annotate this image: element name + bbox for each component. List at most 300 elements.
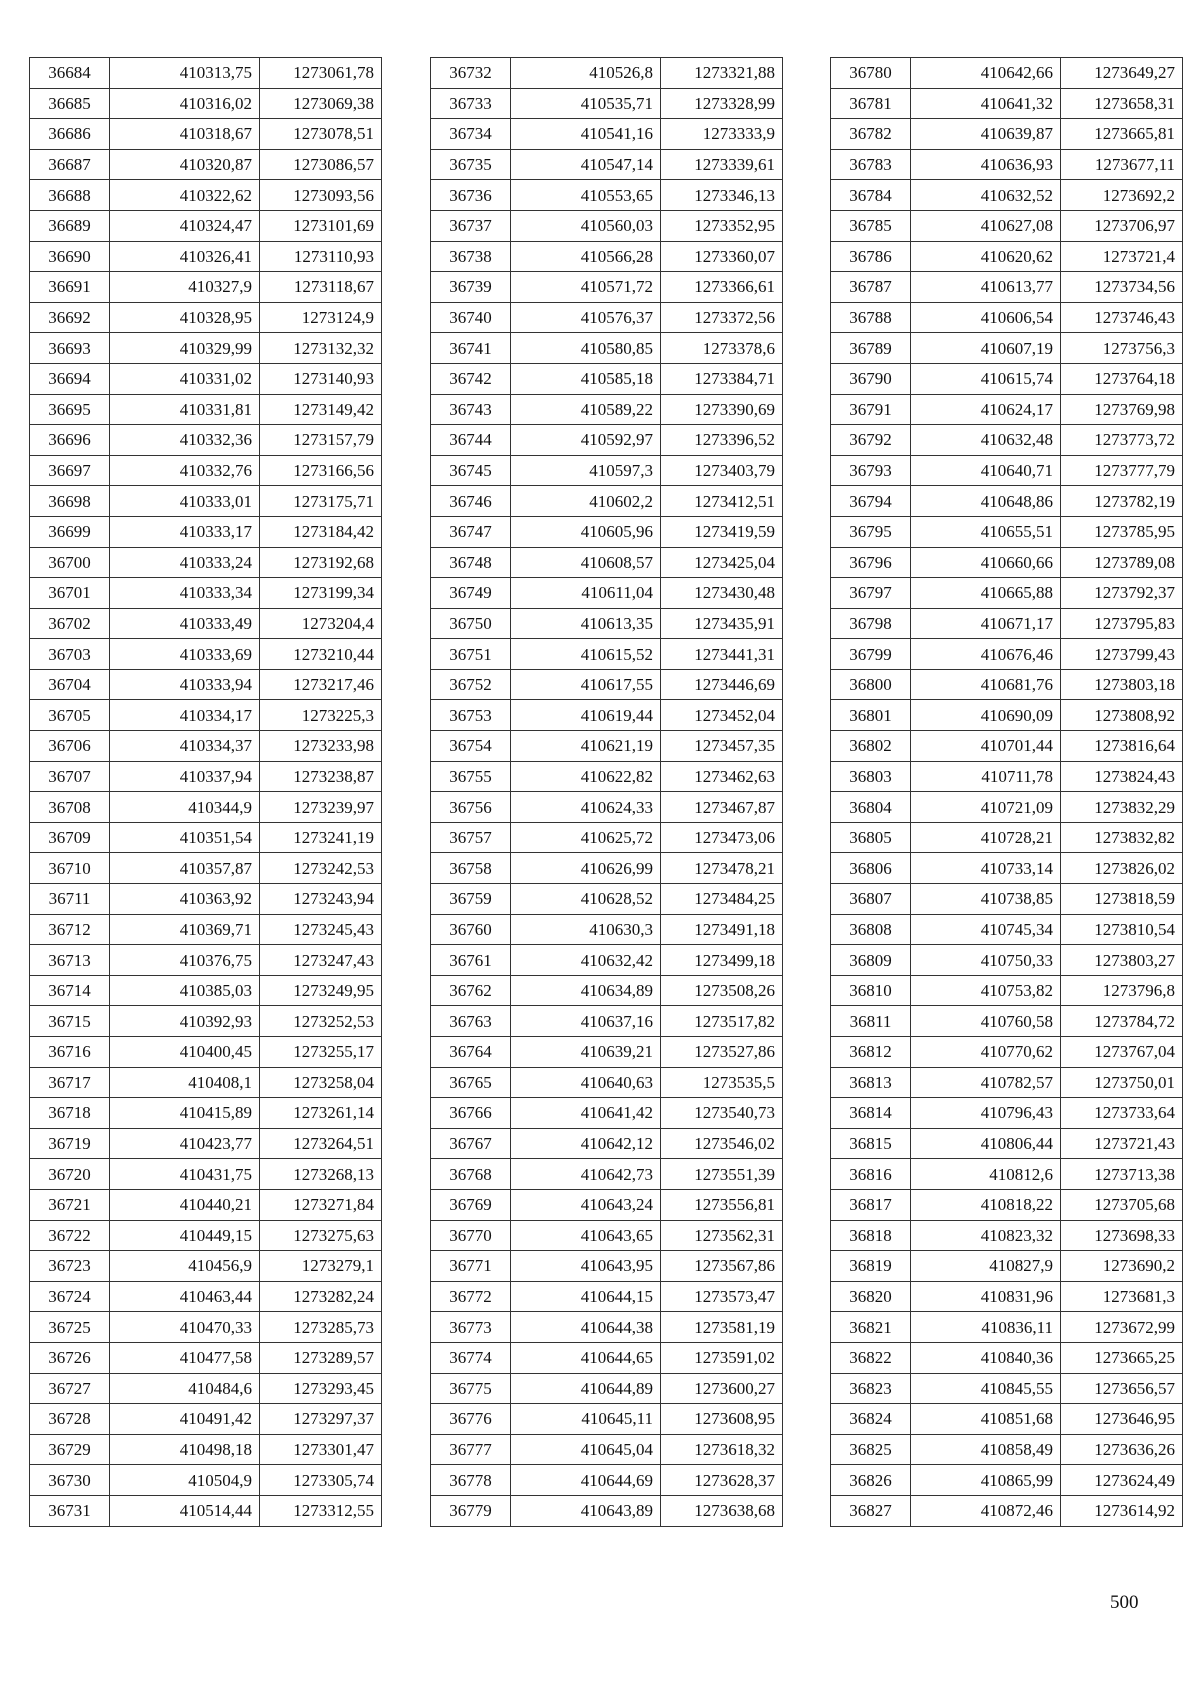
x-coordinate-cell: 410328,95 — [110, 302, 260, 333]
y-coordinate-cell: 1273734,56 — [1061, 272, 1183, 303]
point-number-cell: 36768 — [431, 1159, 511, 1190]
y-coordinate-cell: 1273275,63 — [260, 1220, 382, 1251]
point-number-cell: 36767 — [431, 1128, 511, 1159]
point-number-cell: 36748 — [431, 547, 511, 578]
y-coordinate-cell: 1273478,21 — [661, 853, 783, 884]
y-coordinate-cell: 1273777,79 — [1061, 455, 1183, 486]
point-number-cell: 36701 — [30, 578, 110, 609]
y-coordinate-cell: 1273118,67 — [260, 272, 382, 303]
y-coordinate-cell: 1273698,33 — [1061, 1220, 1183, 1251]
x-coordinate-cell: 410643,24 — [511, 1189, 661, 1220]
table-row — [831, 1037, 1183, 1068]
x-coordinate-cell: 410351,54 — [110, 822, 260, 853]
y-coordinate-cell: 1273733,64 — [1061, 1098, 1183, 1129]
point-number-cell: 36769 — [431, 1189, 511, 1220]
table-row — [831, 1373, 1183, 1404]
x-coordinate-cell: 410333,17 — [110, 516, 260, 547]
y-coordinate-cell: 1273767,04 — [1061, 1037, 1183, 1068]
point-number-cell: 36741 — [431, 333, 511, 364]
table-row — [431, 731, 783, 762]
y-coordinate-cell: 1273656,57 — [1061, 1373, 1183, 1404]
y-coordinate-cell: 1273636,26 — [1061, 1434, 1183, 1465]
point-number-cell: 36793 — [831, 455, 911, 486]
x-coordinate-cell: 410760,58 — [911, 1006, 1061, 1037]
x-coordinate-cell: 410728,21 — [911, 822, 1061, 853]
y-coordinate-cell: 1273441,31 — [661, 639, 783, 670]
point-number-cell: 36686 — [30, 119, 110, 150]
point-number-cell: 36762 — [431, 975, 511, 1006]
y-coordinate-cell: 1273243,94 — [260, 884, 382, 915]
table-row — [831, 792, 1183, 823]
table-row — [431, 945, 783, 976]
x-coordinate-cell: 410320,87 — [110, 149, 260, 180]
x-coordinate-cell: 410644,38 — [511, 1312, 661, 1343]
point-number-cell: 36761 — [431, 945, 511, 976]
table-row — [431, 853, 783, 884]
x-coordinate-cell: 410636,93 — [911, 149, 1061, 180]
x-coordinate-cell: 410639,87 — [911, 119, 1061, 150]
y-coordinate-cell: 1273339,61 — [661, 149, 783, 180]
table-row — [30, 363, 382, 394]
point-number-cell: 36728 — [30, 1404, 110, 1435]
table-row — [431, 210, 783, 241]
x-coordinate-cell: 410337,94 — [110, 761, 260, 792]
point-number-cell: 36795 — [831, 516, 911, 547]
point-number-cell: 36737 — [431, 210, 511, 241]
point-number-cell: 36744 — [431, 425, 511, 456]
x-coordinate-cell: 410665,88 — [911, 578, 1061, 609]
point-number-cell: 36687 — [30, 149, 110, 180]
x-coordinate-cell: 410721,09 — [911, 792, 1061, 823]
y-coordinate-cell: 1273796,8 — [1061, 975, 1183, 1006]
y-coordinate-cell: 1273527,86 — [661, 1037, 783, 1068]
x-coordinate-cell: 410576,37 — [511, 302, 661, 333]
table-row — [831, 1404, 1183, 1435]
x-coordinate-cell: 410332,36 — [110, 425, 260, 456]
table-row — [831, 853, 1183, 884]
x-coordinate-cell: 410571,72 — [511, 272, 661, 303]
point-number-cell: 36773 — [431, 1312, 511, 1343]
point-number-cell: 36723 — [30, 1251, 110, 1282]
x-coordinate-cell: 410535,71 — [511, 88, 661, 119]
x-coordinate-cell: 410484,6 — [110, 1373, 260, 1404]
point-number-cell: 36774 — [431, 1342, 511, 1373]
x-coordinate-cell: 410605,96 — [511, 516, 661, 547]
y-coordinate-cell: 1273249,95 — [260, 975, 382, 1006]
table-row — [431, 914, 783, 945]
x-coordinate-cell: 410344,9 — [110, 792, 260, 823]
x-coordinate-cell: 410642,73 — [511, 1159, 661, 1190]
table-row — [30, 578, 382, 609]
y-coordinate-cell: 1273832,82 — [1061, 822, 1183, 853]
y-coordinate-cell: 1273591,02 — [661, 1342, 783, 1373]
table-row — [30, 1373, 382, 1404]
y-coordinate-cell: 1273425,04 — [661, 547, 783, 578]
table-row — [30, 241, 382, 272]
point-number-cell: 36693 — [30, 333, 110, 364]
y-coordinate-cell: 1273600,27 — [661, 1373, 783, 1404]
y-coordinate-cell: 1273508,26 — [661, 975, 783, 1006]
x-coordinate-cell: 410477,58 — [110, 1342, 260, 1373]
x-coordinate-cell: 410597,3 — [511, 455, 661, 486]
point-number-cell: 36809 — [831, 945, 911, 976]
x-coordinate-cell: 410400,45 — [110, 1037, 260, 1068]
table-row — [431, 486, 783, 517]
point-number-cell: 36751 — [431, 639, 511, 670]
x-coordinate-cell: 410431,75 — [110, 1159, 260, 1190]
table-row — [30, 1098, 382, 1129]
y-coordinate-cell: 1273282,24 — [260, 1281, 382, 1312]
y-coordinate-cell: 1273384,71 — [661, 363, 783, 394]
x-coordinate-cell: 410327,9 — [110, 272, 260, 303]
x-coordinate-cell: 410615,52 — [511, 639, 661, 670]
point-number-cell: 36796 — [831, 547, 911, 578]
point-number-cell: 36754 — [431, 731, 511, 762]
table-row — [431, 884, 783, 915]
y-coordinate-cell: 1273581,19 — [661, 1312, 783, 1343]
x-coordinate-cell: 410423,77 — [110, 1128, 260, 1159]
table-row — [831, 1098, 1183, 1129]
y-coordinate-cell: 1273204,4 — [260, 608, 382, 639]
table-row — [30, 1220, 382, 1251]
x-coordinate-cell: 410322,62 — [110, 180, 260, 211]
y-coordinate-cell: 1273646,95 — [1061, 1404, 1183, 1435]
x-coordinate-cell: 410334,17 — [110, 700, 260, 731]
x-coordinate-cell: 410606,54 — [911, 302, 1061, 333]
point-number-cell: 36805 — [831, 822, 911, 853]
y-coordinate-cell: 1273795,83 — [1061, 608, 1183, 639]
y-coordinate-cell: 1273792,37 — [1061, 578, 1183, 609]
x-coordinate-cell: 410621,19 — [511, 731, 661, 762]
y-coordinate-cell: 1273166,56 — [260, 455, 382, 486]
table-row — [831, 394, 1183, 425]
point-number-cell: 36735 — [431, 149, 511, 180]
point-number-cell: 36746 — [431, 486, 511, 517]
point-number-cell: 36785 — [831, 210, 911, 241]
point-number-cell: 36718 — [30, 1098, 110, 1129]
y-coordinate-cell: 1273803,27 — [1061, 945, 1183, 976]
table-row — [431, 1342, 783, 1373]
point-number-cell: 36738 — [431, 241, 511, 272]
table-row — [431, 1159, 783, 1190]
point-number-cell: 36729 — [30, 1434, 110, 1465]
table-row — [30, 914, 382, 945]
table-row — [30, 761, 382, 792]
y-coordinate-cell: 1273435,91 — [661, 608, 783, 639]
point-number-cell: 36712 — [30, 914, 110, 945]
x-coordinate-cell: 410639,21 — [511, 1037, 661, 1068]
table-row — [30, 119, 382, 150]
x-coordinate-cell: 410602,2 — [511, 486, 661, 517]
y-coordinate-cell: 1273175,71 — [260, 486, 382, 517]
table-row — [831, 516, 1183, 547]
x-coordinate-cell: 410613,35 — [511, 608, 661, 639]
coordinate-table-2 — [430, 57, 783, 1527]
y-coordinate-cell: 1273665,25 — [1061, 1342, 1183, 1373]
x-coordinate-cell: 410823,32 — [911, 1220, 1061, 1251]
x-coordinate-cell: 410641,32 — [911, 88, 1061, 119]
table-row — [831, 1189, 1183, 1220]
table-row — [431, 761, 783, 792]
x-coordinate-cell: 410331,02 — [110, 363, 260, 394]
y-coordinate-cell: 1273484,25 — [661, 884, 783, 915]
x-coordinate-cell: 410676,46 — [911, 639, 1061, 670]
y-coordinate-cell: 1273567,86 — [661, 1251, 783, 1282]
x-coordinate-cell: 410498,18 — [110, 1434, 260, 1465]
x-coordinate-cell: 410643,95 — [511, 1251, 661, 1282]
table-row — [831, 363, 1183, 394]
x-coordinate-cell: 410357,87 — [110, 853, 260, 884]
y-coordinate-cell: 1273624,49 — [1061, 1465, 1183, 1496]
table-row — [30, 1037, 382, 1068]
y-coordinate-cell: 1273297,37 — [260, 1404, 382, 1435]
point-number-cell: 36790 — [831, 363, 911, 394]
point-number-cell: 36819 — [831, 1251, 911, 1282]
x-coordinate-cell: 410611,04 — [511, 578, 661, 609]
table-row — [431, 975, 783, 1006]
y-coordinate-cell: 1273467,87 — [661, 792, 783, 823]
x-coordinate-cell: 410463,44 — [110, 1281, 260, 1312]
y-coordinate-cell: 1273638,68 — [661, 1495, 783, 1526]
y-coordinate-cell: 1273818,59 — [1061, 884, 1183, 915]
y-coordinate-cell: 1273649,27 — [1061, 58, 1183, 89]
x-coordinate-cell: 410627,08 — [911, 210, 1061, 241]
table-row — [30, 333, 382, 364]
point-number-cell: 36742 — [431, 363, 511, 394]
table-row — [30, 272, 382, 303]
point-number-cell: 36714 — [30, 975, 110, 1006]
y-coordinate-cell: 1273328,99 — [661, 88, 783, 119]
point-number-cell: 36747 — [431, 516, 511, 547]
table-row — [831, 884, 1183, 915]
x-coordinate-cell: 410872,46 — [911, 1495, 1061, 1526]
x-coordinate-cell: 410681,76 — [911, 669, 1061, 700]
table-row — [30, 1251, 382, 1282]
table-row — [30, 394, 382, 425]
y-coordinate-cell: 1273093,56 — [260, 180, 382, 211]
point-number-cell: 36806 — [831, 853, 911, 884]
point-number-cell: 36781 — [831, 88, 911, 119]
y-coordinate-cell: 1273352,95 — [661, 210, 783, 241]
table-row — [831, 1220, 1183, 1251]
point-number-cell: 36689 — [30, 210, 110, 241]
y-coordinate-cell: 1273535,5 — [661, 1067, 783, 1098]
y-coordinate-cell: 1273826,02 — [1061, 853, 1183, 884]
y-coordinate-cell: 1273390,69 — [661, 394, 783, 425]
y-coordinate-cell: 1273312,55 — [260, 1495, 382, 1526]
y-coordinate-cell: 1273803,18 — [1061, 669, 1183, 700]
point-number-cell: 36807 — [831, 884, 911, 915]
y-coordinate-cell: 1273305,74 — [260, 1465, 382, 1496]
table-row — [30, 608, 382, 639]
y-coordinate-cell: 1273556,81 — [661, 1189, 783, 1220]
table-row — [831, 578, 1183, 609]
table-row — [831, 1006, 1183, 1037]
point-number-cell: 36720 — [30, 1159, 110, 1190]
table-row — [831, 731, 1183, 762]
point-number-cell: 36736 — [431, 180, 511, 211]
table-row — [30, 210, 382, 241]
y-coordinate-cell: 1273764,18 — [1061, 363, 1183, 394]
x-coordinate-cell: 410738,85 — [911, 884, 1061, 915]
table-row — [30, 1128, 382, 1159]
y-coordinate-cell: 1273713,38 — [1061, 1159, 1183, 1190]
point-number-cell: 36740 — [431, 302, 511, 333]
point-number-cell: 36813 — [831, 1067, 911, 1098]
y-coordinate-cell: 1273238,87 — [260, 761, 382, 792]
x-coordinate-cell: 410711,78 — [911, 761, 1061, 792]
y-coordinate-cell: 1273110,93 — [260, 241, 382, 272]
y-coordinate-cell: 1273832,29 — [1061, 792, 1183, 823]
point-number-cell: 36709 — [30, 822, 110, 853]
point-number-cell: 36825 — [831, 1434, 911, 1465]
y-coordinate-cell: 1273810,54 — [1061, 914, 1183, 945]
table-row — [431, 58, 783, 89]
x-coordinate-cell: 410385,03 — [110, 975, 260, 1006]
y-coordinate-cell: 1273824,43 — [1061, 761, 1183, 792]
y-coordinate-cell: 1273192,68 — [260, 547, 382, 578]
point-number-cell: 36815 — [831, 1128, 911, 1159]
point-number-cell: 36702 — [30, 608, 110, 639]
point-number-cell: 36743 — [431, 394, 511, 425]
table-row — [831, 547, 1183, 578]
y-coordinate-cell: 1273789,08 — [1061, 547, 1183, 578]
y-coordinate-cell: 1273264,51 — [260, 1128, 382, 1159]
x-coordinate-cell: 410632,48 — [911, 425, 1061, 456]
table-row — [30, 731, 382, 762]
point-number-cell: 36802 — [831, 731, 911, 762]
x-coordinate-cell: 410541,16 — [511, 119, 661, 150]
point-number-cell: 36765 — [431, 1067, 511, 1098]
y-coordinate-cell: 1273706,97 — [1061, 210, 1183, 241]
x-coordinate-cell: 410326,41 — [110, 241, 260, 272]
point-number-cell: 36690 — [30, 241, 110, 272]
x-coordinate-cell: 410589,22 — [511, 394, 661, 425]
table-row — [831, 975, 1183, 1006]
x-coordinate-cell: 410625,72 — [511, 822, 661, 853]
table-row — [30, 1342, 382, 1373]
table-row — [431, 639, 783, 670]
y-coordinate-cell: 1273551,39 — [661, 1159, 783, 1190]
x-coordinate-cell: 410750,33 — [911, 945, 1061, 976]
y-coordinate-cell: 1273233,98 — [260, 731, 382, 762]
y-coordinate-cell: 1273540,73 — [661, 1098, 783, 1129]
point-number-cell: 36803 — [831, 761, 911, 792]
table-row — [831, 58, 1183, 89]
table-row — [30, 853, 382, 884]
table-row — [431, 88, 783, 119]
point-number-cell: 36699 — [30, 516, 110, 547]
point-number-cell: 36756 — [431, 792, 511, 823]
x-coordinate-cell: 410812,6 — [911, 1159, 1061, 1190]
point-number-cell: 36684 — [30, 58, 110, 89]
x-coordinate-cell: 410615,74 — [911, 363, 1061, 394]
y-coordinate-cell: 1273546,02 — [661, 1128, 783, 1159]
point-number-cell: 36801 — [831, 700, 911, 731]
table-row — [831, 639, 1183, 670]
y-coordinate-cell: 1273289,57 — [260, 1342, 382, 1373]
y-coordinate-cell: 1273608,95 — [661, 1404, 783, 1435]
point-number-cell: 36694 — [30, 363, 110, 394]
x-coordinate-cell: 410619,44 — [511, 700, 661, 731]
x-coordinate-cell: 410332,76 — [110, 455, 260, 486]
x-coordinate-cell: 410858,49 — [911, 1434, 1061, 1465]
x-coordinate-cell: 410648,86 — [911, 486, 1061, 517]
x-coordinate-cell: 410643,65 — [511, 1220, 661, 1251]
point-number-cell: 36715 — [30, 1006, 110, 1037]
x-coordinate-cell: 410514,44 — [110, 1495, 260, 1526]
x-coordinate-cell: 410331,81 — [110, 394, 260, 425]
x-coordinate-cell: 410782,57 — [911, 1067, 1061, 1098]
point-number-cell: 36799 — [831, 639, 911, 670]
x-coordinate-cell: 410333,69 — [110, 639, 260, 670]
point-number-cell: 36786 — [831, 241, 911, 272]
y-coordinate-cell: 1273372,56 — [661, 302, 783, 333]
y-coordinate-cell: 1273333,9 — [661, 119, 783, 150]
table-row — [431, 302, 783, 333]
table-row — [431, 455, 783, 486]
table-row — [431, 1465, 783, 1496]
point-number-cell: 36692 — [30, 302, 110, 333]
point-number-cell: 36777 — [431, 1434, 511, 1465]
table-row — [431, 425, 783, 456]
point-number-cell: 36759 — [431, 884, 511, 915]
table-row — [30, 639, 382, 670]
y-coordinate-cell: 1273784,72 — [1061, 1006, 1183, 1037]
point-number-cell: 36808 — [831, 914, 911, 945]
table-row — [431, 394, 783, 425]
point-number-cell: 36708 — [30, 792, 110, 823]
y-coordinate-cell: 1273225,3 — [260, 700, 382, 731]
table-row — [431, 547, 783, 578]
point-number-cell: 36791 — [831, 394, 911, 425]
x-coordinate-cell: 410753,82 — [911, 975, 1061, 1006]
x-coordinate-cell: 410526,8 — [511, 58, 661, 89]
y-coordinate-cell: 1273517,82 — [661, 1006, 783, 1037]
y-coordinate-cell: 1273245,43 — [260, 914, 382, 945]
y-coordinate-cell: 1273452,04 — [661, 700, 783, 731]
point-number-cell: 36685 — [30, 88, 110, 119]
x-coordinate-cell: 410626,99 — [511, 853, 661, 884]
coordinate-table-1 — [29, 57, 382, 1527]
y-coordinate-cell: 1273346,13 — [661, 180, 783, 211]
table-row — [431, 180, 783, 211]
point-number-cell: 36726 — [30, 1342, 110, 1373]
y-coordinate-cell: 1273140,93 — [260, 363, 382, 394]
point-number-cell: 36704 — [30, 669, 110, 700]
table-row — [831, 272, 1183, 303]
y-coordinate-cell: 1273446,69 — [661, 669, 783, 700]
table-row — [431, 1067, 783, 1098]
x-coordinate-cell: 410324,47 — [110, 210, 260, 241]
x-coordinate-cell: 410642,12 — [511, 1128, 661, 1159]
table-row — [831, 1465, 1183, 1496]
table-row — [831, 241, 1183, 272]
point-number-cell: 36823 — [831, 1373, 911, 1404]
y-coordinate-cell: 1273061,78 — [260, 58, 382, 89]
point-number-cell: 36775 — [431, 1373, 511, 1404]
y-coordinate-cell: 1273799,43 — [1061, 639, 1183, 670]
point-number-cell: 36764 — [431, 1037, 511, 1068]
y-coordinate-cell: 1273258,04 — [260, 1067, 382, 1098]
point-number-cell: 36820 — [831, 1281, 911, 1312]
point-number-cell: 36780 — [831, 58, 911, 89]
x-coordinate-cell: 410580,85 — [511, 333, 661, 364]
point-number-cell: 36700 — [30, 547, 110, 578]
y-coordinate-cell: 1273690,2 — [1061, 1251, 1183, 1282]
table-row — [831, 608, 1183, 639]
point-number-cell: 36691 — [30, 272, 110, 303]
